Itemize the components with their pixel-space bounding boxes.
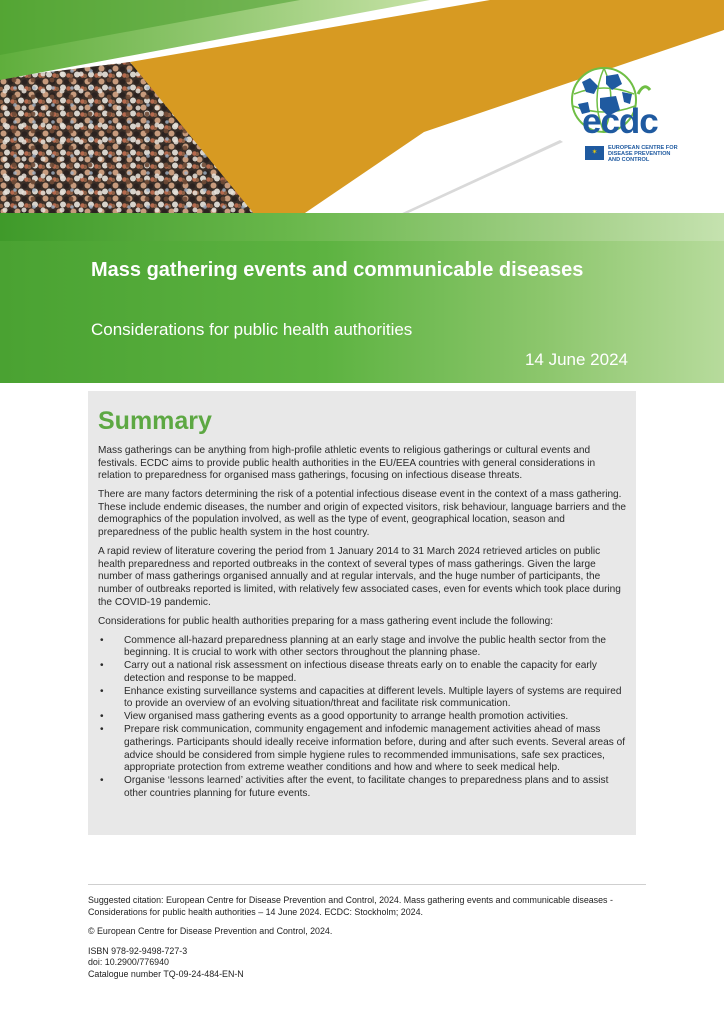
list-item: • Commence all-hazard preparedness planning at an early stage and involve the public health sector from the beginning. It is crucial to work with other sectors throughout the planning phase. [100,634,606,659]
summary-heading: Summary [98,407,212,435]
title-band-strip [0,213,724,241]
eu-flag-icon: ✶ [585,146,604,160]
page-title: Mass gathering events and communicable diseases [91,259,584,281]
page-subtitle: Considerations for public health authorities [91,320,413,339]
summary-paragraph: A rapid review of literature covering the period from 1 January 2014 to 31 March 2024 retrieved articles on public health preparedness and reported outbreaks in the context of several types of mass gatherings. Given the large number of mass gatherings organised annually and at regular intervals, and the huge number of participants, the number of outbreaks reported is limited, with relatively few associated cases, even for events which took place during the COVID-19 pandemic. [98,546,621,608]
summary-paragraph: Mass gatherings can be anything from high-profile athletic events to religious gatherings or cultural events and festivals. ECDC aims to provide public health authorities in the EU/EEA countries with general considerations in relation to preparedness for organised mass gatherings, focusing on infectious disease threats. [98,445,596,482]
summary-section [88,391,636,835]
list-item: • Organise ‘lessons learned’ activities after the event, to facilitate changes to preparedness plans and to assist other countries planning for future events. [100,775,609,799]
considerations-list [98,635,626,801]
ecdc-logo [560,64,680,170]
bullet-icon: • [100,724,104,736]
bullet-icon: • [100,685,104,697]
summary-paragraph: There are many factors determining the risk of a potential infectious disease event in the context of a mass gathering. These include endemic diseases, the number and origin of expected visitors, risk behaviour, language barriers and the demographics of the population involved, as well as the type of event, geographical location, season and preparedness of the public health system in the host country. [98,489,626,539]
list-item: • View organised mass gathering events as a good opportunity to arrange health promotion activities. [100,711,569,723]
catalogue-number: Catalogue number TQ-09-24-484-EN-N [88,968,244,979]
bullet-icon: • [100,660,104,672]
bullet-icon: • [100,711,104,723]
doi: doi: 10.2900/776940 [88,957,169,967]
logo-wordmark: ecdc [582,102,658,141]
bullet-icon: • [100,775,104,787]
list-item: • Carry out a national risk assessment on infectious disease threats early on to enable the capacity for early detection and response to be mapped. [100,660,597,684]
footer [88,895,640,980]
list-item: • Prepare risk communication, community engagement and infodemic management activities ahead of mass gatherings. Participants should ideally receive information before, during and after such events. Several areas of advice should be considered from simple hygiene rules to recommended immunisations, safe sex practices, appropriate protection from extreme weather conditions and how and where to seek medical help. [100,724,626,774]
publication-identifiers [88,946,640,981]
isbn: ISBN 978-92-9498-727-3 [88,945,188,956]
copyright-notice: © European Centre for Disease Prevention and Control, 2024. [88,926,333,936]
summary-paragraph: Considerations for public health authorities preparing for a mass gathering event include the following: [98,615,554,627]
footer-divider [88,884,646,885]
logo-caption: EUROPEAN CENTRE FOR DISEASE PREVENTION AND CONTROL [608,145,678,164]
suggested-citation: Suggested citation: European Centre for Disease Prevention and Control, 2024. Mass gathering events and communicable diseases - Considerations for public health authorities – 14 June 2024. ECDC: Stockholm; 2024. [88,895,613,917]
list-item: • Enhance existing surveillance systems and capacities at different levels. Multiple layers of systems are required to provide an overview of an evolving situation/threat and facilitate risk communication. [100,685,622,710]
bullet-icon: • [100,634,104,646]
publication-date: 14 June 2024 [524,350,628,369]
